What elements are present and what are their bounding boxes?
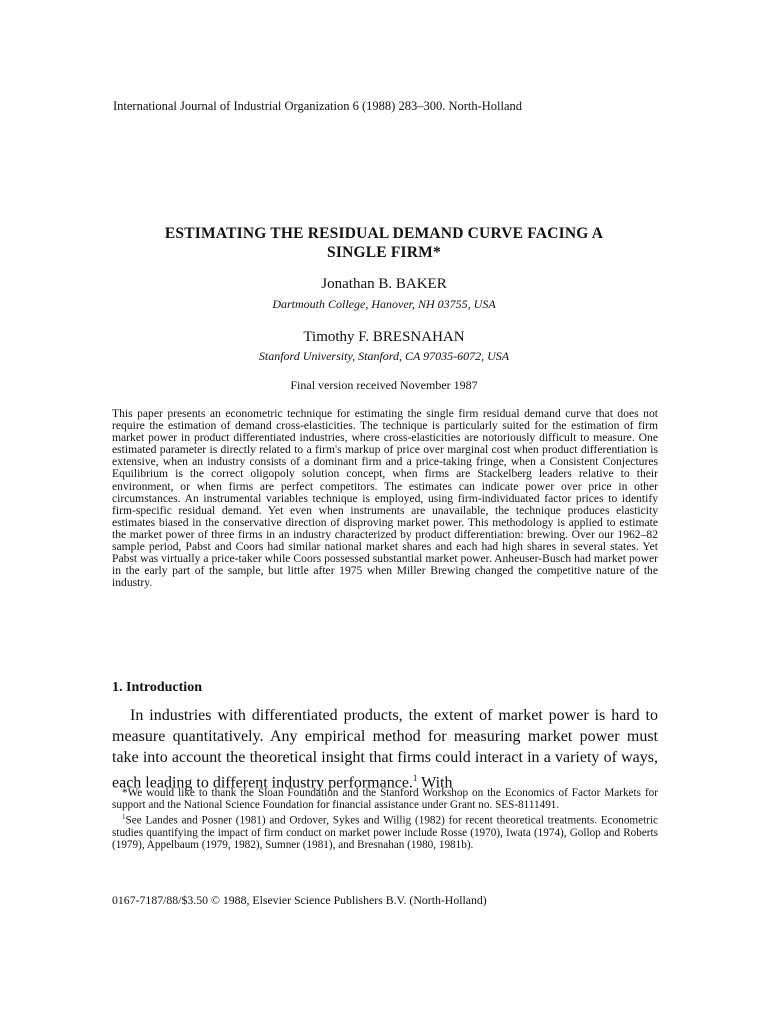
article-title-line-2: SINGLE FIRM*: [327, 244, 441, 261]
footnotes: [112, 787, 658, 851]
footnote-1-marker: 1: [122, 813, 126, 822]
intro-text: In industries with differentiated products, the extent of market power is hard to measure quantitatively. Any empirical method for measuring market power must take into account the theoretical insight that firms could interact in a variety of ways, each leading to different industry performance.: [112, 707, 658, 792]
author-affiliation-1: Dartmouth College, Hanover, NH 03755, USA: [272, 297, 496, 311]
intro-paragraph: [112, 705, 658, 793]
footnote-1-text: See Landes and Posner (1981) and Ordover, Sykes and Willig (1982) for recent theoretical treatments. Econometric studies quantifying the impact of firm conduct on market power include Rosse (1970), Iwata (1974), Gollop and Roberts (1979), Appelbaum (1979, 1982), Sumner (1981), and Bresnahan (1980, 1981b).: [112, 814, 658, 852]
footnote-ref-1[interactable]: 1: [412, 773, 418, 783]
copyright-line: 0167-7187/88/$3.50 © 1988, Elsevier Science Publishers B.V. (North-Holland): [112, 893, 487, 907]
received-date: Final version received November 1987: [290, 378, 478, 392]
intro-text-continued: With: [417, 774, 453, 792]
footnote-1: [112, 811, 658, 851]
article-title: [100, 224, 668, 262]
author-affiliation-2: Stanford University, Stanford, CA 97035-6072, USA: [258, 349, 510, 363]
abstract: This paper presents an econometric technique for estimating the single firm residual demand curve that does not require the estimation of demand cross-elasticities. The technique is particularly suited for the estimation of firm market power in product differentiated industries, where cross-elasticities are notoriously difficult to measure. One estimated parameter is directly related to a firm's markup of price over marginal cost when product differentiation is extensive, when an industry consists of a dominant firm and a price-taking fringe, when a Consistent Conjectures Equilibrium is the correct oligopoly solution concept, when firms are Stackelberg leaders relative to their environment, or when firms are perfect competitors. The estimates can indicate power over price in other circumstances. An instrumental variables technique is employed, using firm-individuated factor prices to identify firm-specific residual demand. Yet even when instruments are unavailable, the technique produces elasticity estimates biased in the conservative direction of disproving market power. This methodology is applied to estimate the market power of three firms in an industry characterized by product differentiation: brewing. Over our 1962–82 sample period, Pabst and Coors had similar national market shares and each had high shares in several states. Yet Pabst was virtually a price-taker while Coors possessed substantial market power. Anheuser-Busch had market power in the early part of the sample, but little after 1975 when Miller Brewing changed the competitive nature of the industry.: [112, 407, 658, 590]
author-name-2: Timothy F. BRESNAHAN: [303, 329, 465, 345]
section-heading: 1. Introduction: [112, 680, 202, 695]
article-title-line-1: ESTIMATING THE RESIDUAL DEMAND CURVE FACING A: [164, 225, 604, 242]
author-name-1: Jonathan B. BAKER: [321, 276, 447, 292]
journal-citation: International Journal of Industrial Organization 6 (1988) 283–300. North-Holland: [113, 99, 523, 113]
acknowledgement-footnote: *We would like to thank the Sloan Foundation and the Stanford Workshop on the Economics of Factor Markets for support and the National Science Foundation for financial assistance under Grant no. SES-8111491.: [112, 787, 658, 812]
